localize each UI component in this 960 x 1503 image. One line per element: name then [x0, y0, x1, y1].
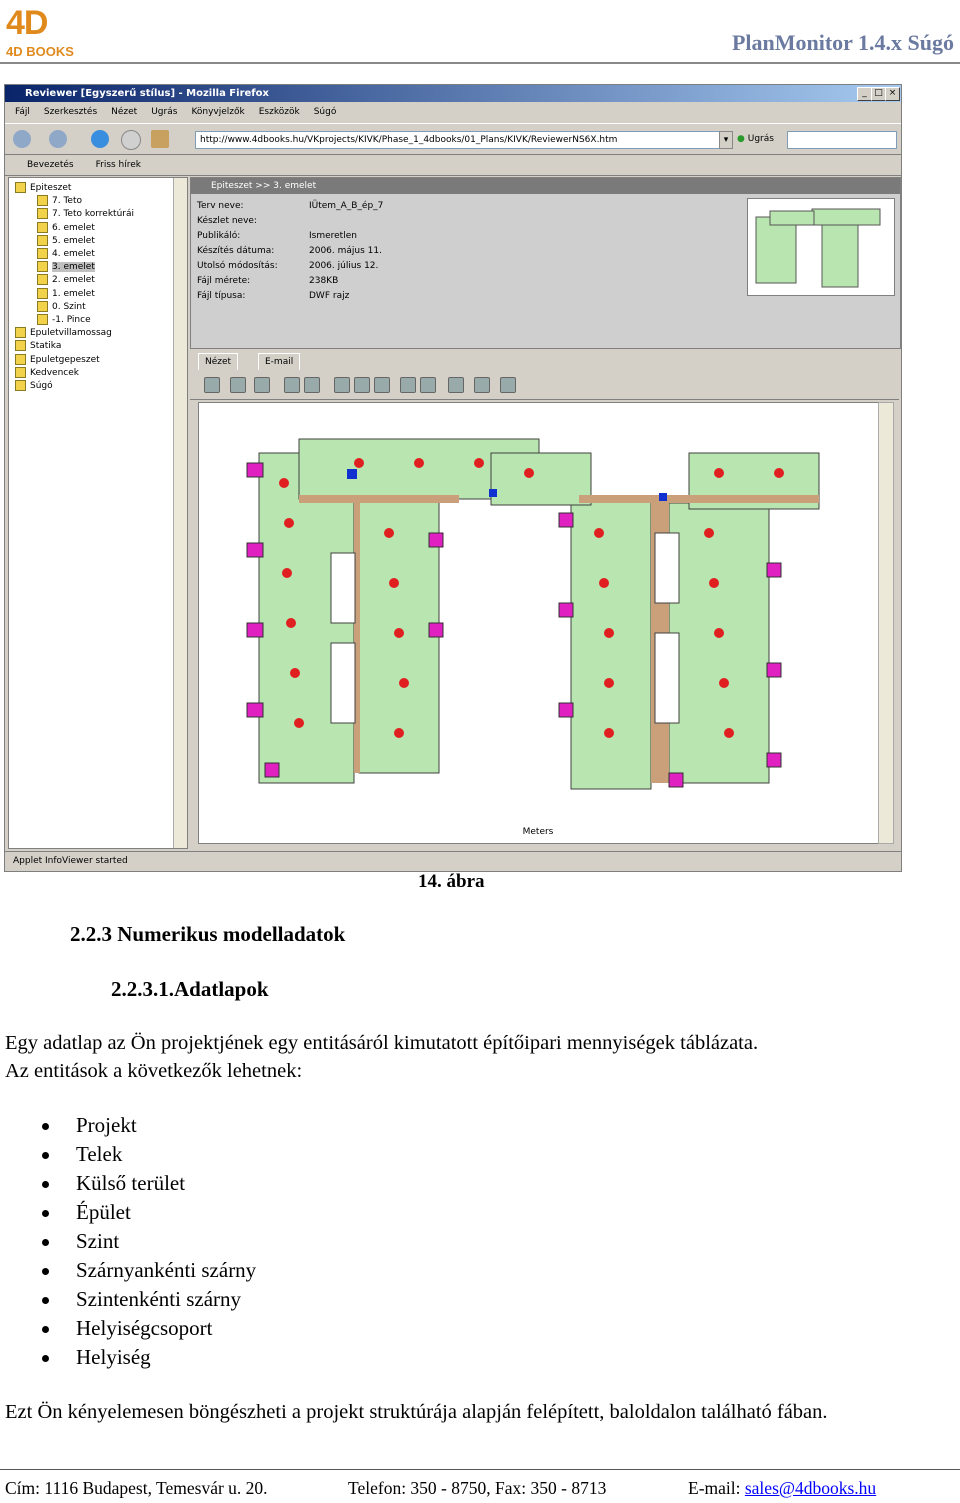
info-row [197, 245, 382, 258]
url-dropdown-icon[interactable]: ▾ [719, 131, 733, 149]
info-value: 2006. május 11. [309, 246, 382, 256]
figure-caption: 14. ábra [418, 871, 485, 892]
paragraph-definition: Egy adatlap az Ön projektjének egy entitásáról kimutatott építőipari mennyiségek táblázata. [5, 1032, 759, 1054]
bookmark-link[interactable]: Friss hírek [95, 160, 142, 170]
folder-icon [37, 274, 48, 285]
tab-view[interactable] [198, 353, 238, 370]
forward-icon[interactable] [49, 130, 67, 148]
bullet-icon [42, 1297, 49, 1304]
folder-icon [37, 261, 48, 272]
project-tree [8, 177, 188, 849]
previous-view-icon[interactable] [400, 377, 416, 393]
info-key: Fájl mérete: [197, 276, 251, 286]
info-value: 238KB [309, 276, 339, 286]
folder-icon [37, 301, 48, 312]
save-icon[interactable] [204, 377, 220, 393]
document-title: PlanMonitor 1.4.x Súgó [731, 30, 954, 55]
paragraph-entities-intro: Az entitások a következők lehetnek: [5, 1060, 303, 1082]
pan-icon[interactable] [374, 377, 390, 393]
search-input[interactable] [787, 131, 897, 149]
paragraph-tree-browsing: Ezt Ön kényelemesen böngészheti a projekt struktúrája alapján felépített, baloldalon található fában. [5, 1401, 828, 1423]
company-logo [6, 6, 96, 58]
bookmarks-toolbar [5, 155, 901, 176]
menu-item[interactable]: Ugrás [151, 107, 178, 117]
menu-item[interactable]: Súgó [313, 107, 337, 117]
tree-node-label: 7. Teto [52, 196, 82, 207]
canvas-vertical-scrollbar[interactable] [878, 402, 894, 844]
tree-node[interactable] [37, 314, 91, 327]
floor-plan-drawing [199, 403, 879, 843]
tree-node-label: 6. emelet [52, 222, 95, 233]
section-heading: 2.2.3 Numerikus modelladatok [70, 922, 346, 946]
info-value: Ismeretlen [309, 231, 357, 241]
tree-node-label: 2. emelet [52, 275, 95, 286]
bullet-icon [42, 1326, 49, 1333]
info-row [197, 200, 383, 213]
folder-icon [37, 222, 48, 233]
info-value: DWF rajz [309, 291, 350, 301]
list-item-text: Helyiség [76, 1345, 151, 1369]
footer-email-link[interactable]: sales@4dbooks.hu [744, 1478, 877, 1498]
menu-item[interactable]: Nézet [111, 107, 138, 117]
tree-node[interactable] [37, 235, 95, 248]
tree-node[interactable] [15, 340, 61, 353]
navigation-toolbar [5, 123, 901, 155]
folder-icon [37, 288, 48, 299]
tree-node-label: 1. emelet [52, 288, 95, 299]
markup-icon[interactable] [474, 377, 490, 393]
maximize-button[interactable]: □ [871, 87, 886, 101]
footer-divider [0, 1469, 960, 1470]
back-icon[interactable] [13, 130, 31, 148]
folder-icon [37, 195, 48, 206]
bullet-icon [42, 1152, 49, 1159]
options-icon[interactable] [230, 377, 246, 393]
thumbnail-drawing [748, 199, 894, 295]
bullet-icon [42, 1268, 49, 1275]
tree-node[interactable] [37, 301, 86, 314]
tree-node-label: Epuletvillamossag [30, 328, 112, 339]
info-key: Fájl típusa: [197, 291, 246, 301]
tree-node-label: 7. Teto korrektúrái [52, 209, 134, 220]
scale-label: Meters [522, 827, 554, 837]
info-key: Készlet neve: [197, 216, 257, 226]
list-item-text: Projekt [76, 1113, 137, 1137]
menu-item[interactable]: Fájl [15, 107, 30, 117]
tree-scrollbar[interactable] [173, 178, 187, 848]
print-icon[interactable] [254, 377, 270, 393]
info-row [197, 230, 357, 243]
folder-icon [15, 182, 26, 193]
tab-email[interactable] [258, 353, 300, 370]
tab-view-label: Nézet [205, 357, 232, 367]
tree-node-label: Epuletgepeszet [30, 354, 100, 365]
plan-thumbnail[interactable] [747, 198, 895, 296]
tree-node-label: 5. emelet [52, 235, 95, 246]
list-item-text: Helyiségcsoport [76, 1316, 213, 1340]
home-icon[interactable] [151, 130, 169, 148]
tree-node-label: 3. emelet [52, 262, 95, 273]
folder-icon [15, 367, 26, 378]
status-bar: Applet InfoViewer started [5, 851, 901, 869]
bullet-icon [42, 1123, 49, 1130]
reload-icon[interactable] [91, 130, 109, 148]
subsection-heading: 2.2.3.1.Adatlapok [111, 977, 269, 1001]
footer-address: Cím: 1116 Budapest, Temesvár u. 20. [5, 1478, 268, 1498]
plan-info-panel [190, 177, 901, 349]
info-value: 2006. július 12. [309, 261, 379, 271]
folder-icon [37, 314, 48, 325]
list-item-text: Épület [76, 1200, 131, 1224]
tree-node[interactable] [15, 182, 71, 195]
zoom-in-icon[interactable] [334, 377, 350, 393]
menu-item[interactable]: Szerkesztés [43, 107, 98, 117]
footer-email-label: E-mail: [688, 1478, 741, 1498]
minimize-button[interactable]: _ [857, 87, 872, 101]
next-view-icon[interactable] [420, 377, 436, 393]
tree-node[interactable] [37, 261, 95, 274]
logo-text: 4D BOOKS [6, 44, 74, 59]
window-titlebar [5, 85, 901, 102]
zoom-out-icon[interactable] [354, 377, 370, 393]
go-label: Ugrás [747, 134, 774, 144]
list-item-text: Szárnyankénti szárny [76, 1258, 257, 1282]
go-button[interactable] [737, 131, 774, 147]
footer-email-block [688, 1478, 876, 1499]
tree-node-label: 0. Szint [52, 301, 86, 312]
layers-icon[interactable] [448, 377, 464, 393]
folder-icon [37, 235, 48, 246]
tree-node-label: Statika [30, 341, 62, 352]
tree-node-label: Súgó [30, 381, 53, 391]
page-footer [5, 1478, 955, 1502]
tree-node[interactable] [15, 327, 112, 340]
folder-icon [37, 248, 48, 259]
tree-node-label: Epiteszet [30, 183, 72, 193]
zoom-fit-icon[interactable] [284, 377, 300, 393]
zoom-window-icon[interactable] [304, 377, 320, 393]
folder-icon [15, 340, 26, 351]
tree-node-label: -1. Pince [52, 315, 91, 325]
menu-item[interactable]: Könyvjelzők [191, 107, 245, 117]
close-button[interactable]: × [885, 87, 900, 101]
info-key: Készítés dátuma: [197, 246, 275, 256]
stop-icon[interactable] [121, 130, 141, 150]
tree-node[interactable] [37, 288, 95, 301]
logo-mark: 4D [6, 4, 48, 42]
folder-icon [15, 327, 26, 338]
tree-node[interactable] [15, 367, 79, 380]
properties-icon[interactable] [500, 377, 516, 393]
list-item-text: Telek [76, 1142, 123, 1166]
info-breadcrumb: Epiteszet >> 3. emelet [191, 178, 900, 194]
viewer-toolbar [190, 371, 899, 400]
list-item-text: Szintenkénti szárny [76, 1287, 242, 1311]
tree-node[interactable] [37, 195, 82, 208]
tree-node[interactable] [37, 274, 95, 287]
info-key: Terv neve: [197, 201, 244, 211]
floor-plan-canvas[interactable] [198, 402, 880, 844]
tree-node[interactable] [37, 208, 134, 221]
url-input[interactable]: http://www.4dbooks.hu/VKprojects/KIVK/Phase_1_4dbooks/01_Plans/KIVK/ReviewerNS6X.htm [195, 131, 721, 149]
header-divider [0, 62, 960, 64]
bullet-icon [42, 1355, 49, 1362]
info-row [197, 290, 349, 303]
menu-bar [5, 103, 901, 121]
menu-item[interactable]: Eszközök [258, 107, 300, 117]
viewer-tabs [190, 351, 899, 369]
browser-screenshot [4, 84, 902, 872]
tree-node[interactable] [15, 380, 53, 393]
window-title: Reviewer [Egyszerű stílus] - Mozilla Firefox [25, 88, 269, 99]
list-item-text: Szint [76, 1229, 120, 1253]
info-row [197, 275, 338, 288]
folder-icon [15, 380, 26, 391]
tab-email-label: E-mail [265, 357, 294, 367]
tree-node-label: Kedvencek [30, 367, 79, 378]
info-key: Publikáló: [197, 231, 241, 241]
folder-icon [37, 208, 48, 219]
go-icon: ● [737, 134, 745, 144]
tree-node[interactable] [15, 354, 100, 367]
footer-phone: Telefon: 350 - 8750, Fax: 350 - 8713 [348, 1478, 607, 1498]
bullet-icon [42, 1210, 49, 1217]
bullet-icon [42, 1239, 49, 1246]
folder-icon [15, 354, 26, 365]
tree-node-label: 4. emelet [52, 249, 95, 259]
list-item-text: Külső terület [76, 1171, 186, 1195]
info-row [197, 215, 309, 228]
info-row [197, 260, 378, 273]
tree-node[interactable] [37, 222, 95, 235]
bullet-icon [42, 1181, 49, 1188]
info-value: IÜtem_A_B_ép_7 [309, 201, 384, 211]
bookmark-link[interactable]: Bevezetés [27, 160, 74, 170]
tree-node[interactable] [37, 248, 95, 261]
info-key: Utolsó módosítás: [197, 261, 278, 271]
